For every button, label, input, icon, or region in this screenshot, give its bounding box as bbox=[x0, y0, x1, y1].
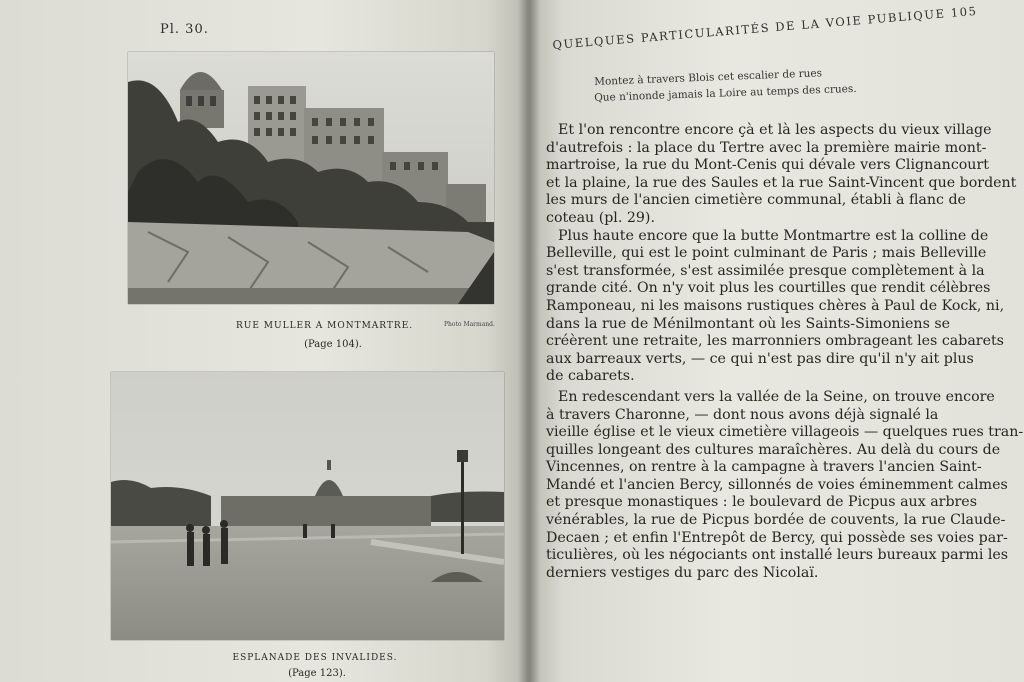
photo-1-page-reference: (Page 104). bbox=[304, 339, 362, 350]
text-line: grande cité. On n'y voit plus les courtilles que rendit célèbres bbox=[546, 280, 991, 297]
paragraph-3 bbox=[546, 388, 1024, 583]
plate-number: Pl. 30. bbox=[160, 22, 209, 37]
text-line: dans la rue de Ménilmontant où les Saints-Simoniens se bbox=[546, 315, 951, 332]
body-text bbox=[546, 122, 1024, 582]
paragraph-1 bbox=[546, 122, 1017, 228]
text-line: les murs de l'ancien cimetière communal, établi à flanc de bbox=[546, 192, 966, 209]
text-line: En redescendant vers la vallée de la Seine, on trouve encore bbox=[558, 388, 995, 405]
text-line: martroise, la rue du Mont-Cenis qui dévale vers Clignancourt bbox=[546, 157, 989, 174]
paragraph-2 bbox=[546, 227, 1005, 386]
text-line: Plus haute encore que la butte Montmartre est la colline de bbox=[558, 227, 989, 244]
text-line: de cabarets. bbox=[546, 368, 635, 385]
text-line: Vincennes, on rentre à la campagne à travers l'ancien Saint- bbox=[546, 459, 982, 476]
montmartre-photo-illustration bbox=[128, 52, 494, 304]
text-line: coteau (pl. 29). bbox=[546, 209, 655, 226]
text-line: Ramponeau, ni les maisons rustiques chères à Paul de Kock, ni, bbox=[546, 297, 1005, 314]
photo-esplanade-invalides bbox=[111, 372, 504, 640]
photo-2-caption: ESPLANADE DES INVALIDES. bbox=[232, 653, 398, 663]
verse-line-1: Montez à travers Blois cet escalier de rues bbox=[594, 67, 823, 88]
text-line: Decaen ; et enfin l'Entrepôt de Bercy, qui possède ses voies par- bbox=[546, 529, 1008, 546]
text-line: aux barreaux verts, — ce qui n'est pas dire qu'il n'y ait plus bbox=[546, 350, 974, 367]
running-head: QUELQUES PARTICULARITÉS DE LA VOIE PUBLIQUE 105 bbox=[552, 3, 979, 52]
text-line: Mandé et l'ancien Bercy, sillonnés de voies éminemment calmes bbox=[546, 476, 1008, 493]
photo-1-caption: RUE MULLER A MONTMARTRE. bbox=[236, 321, 414, 331]
text-line: à travers Charonne, — dont nous avons déjà signalé la bbox=[546, 406, 939, 423]
text-line: vénérables, la rue de Picpus bordée de couvents, la rue Claude- bbox=[546, 512, 1006, 529]
book-gutter bbox=[518, 0, 540, 682]
text-line: d'autrefois : la place du Tertre avec la première mairie mont- bbox=[546, 139, 987, 156]
text-line: ticulières, où les négociants ont installé leurs bureaux parmi les bbox=[546, 547, 1009, 564]
text-line: Belleville, qui est le point culminant de Paris ; mais Belleville bbox=[546, 245, 987, 262]
text-line: quilles longeant des cultures maraîchères. Au delà du cours de bbox=[546, 441, 1001, 458]
text-line: et presque monastiques : le boulevard de Picpus aux arbres bbox=[546, 494, 977, 511]
text-line: et la plaine, la rue des Saules et la rue Saint-Vincent que bordent bbox=[546, 174, 1017, 191]
invalides-photo-illustration bbox=[111, 372, 504, 640]
text-line: derniers vestiges du parc des Nicolaï. bbox=[546, 564, 819, 581]
photo-2-page-reference: (Page 123). bbox=[288, 668, 346, 679]
text-line: Et l'on rencontre encore çà et là les aspects du vieux village bbox=[558, 122, 992, 138]
text-line: s'est transformée, s'est assimilée presque complètement à la bbox=[546, 262, 985, 279]
photo-rue-muller bbox=[128, 52, 494, 304]
text-line: vieille église et le vieux cimetière villageois — quelques rues tran- bbox=[546, 424, 1024, 441]
verse-line-2: Que n'inonde jamais la Loire au temps des crues. bbox=[594, 82, 857, 104]
photo-1-credit: Photo Marmand. bbox=[444, 321, 495, 328]
text-line: créèrent une retraite, les marronniers ombrageant les cabarets bbox=[546, 333, 1004, 350]
